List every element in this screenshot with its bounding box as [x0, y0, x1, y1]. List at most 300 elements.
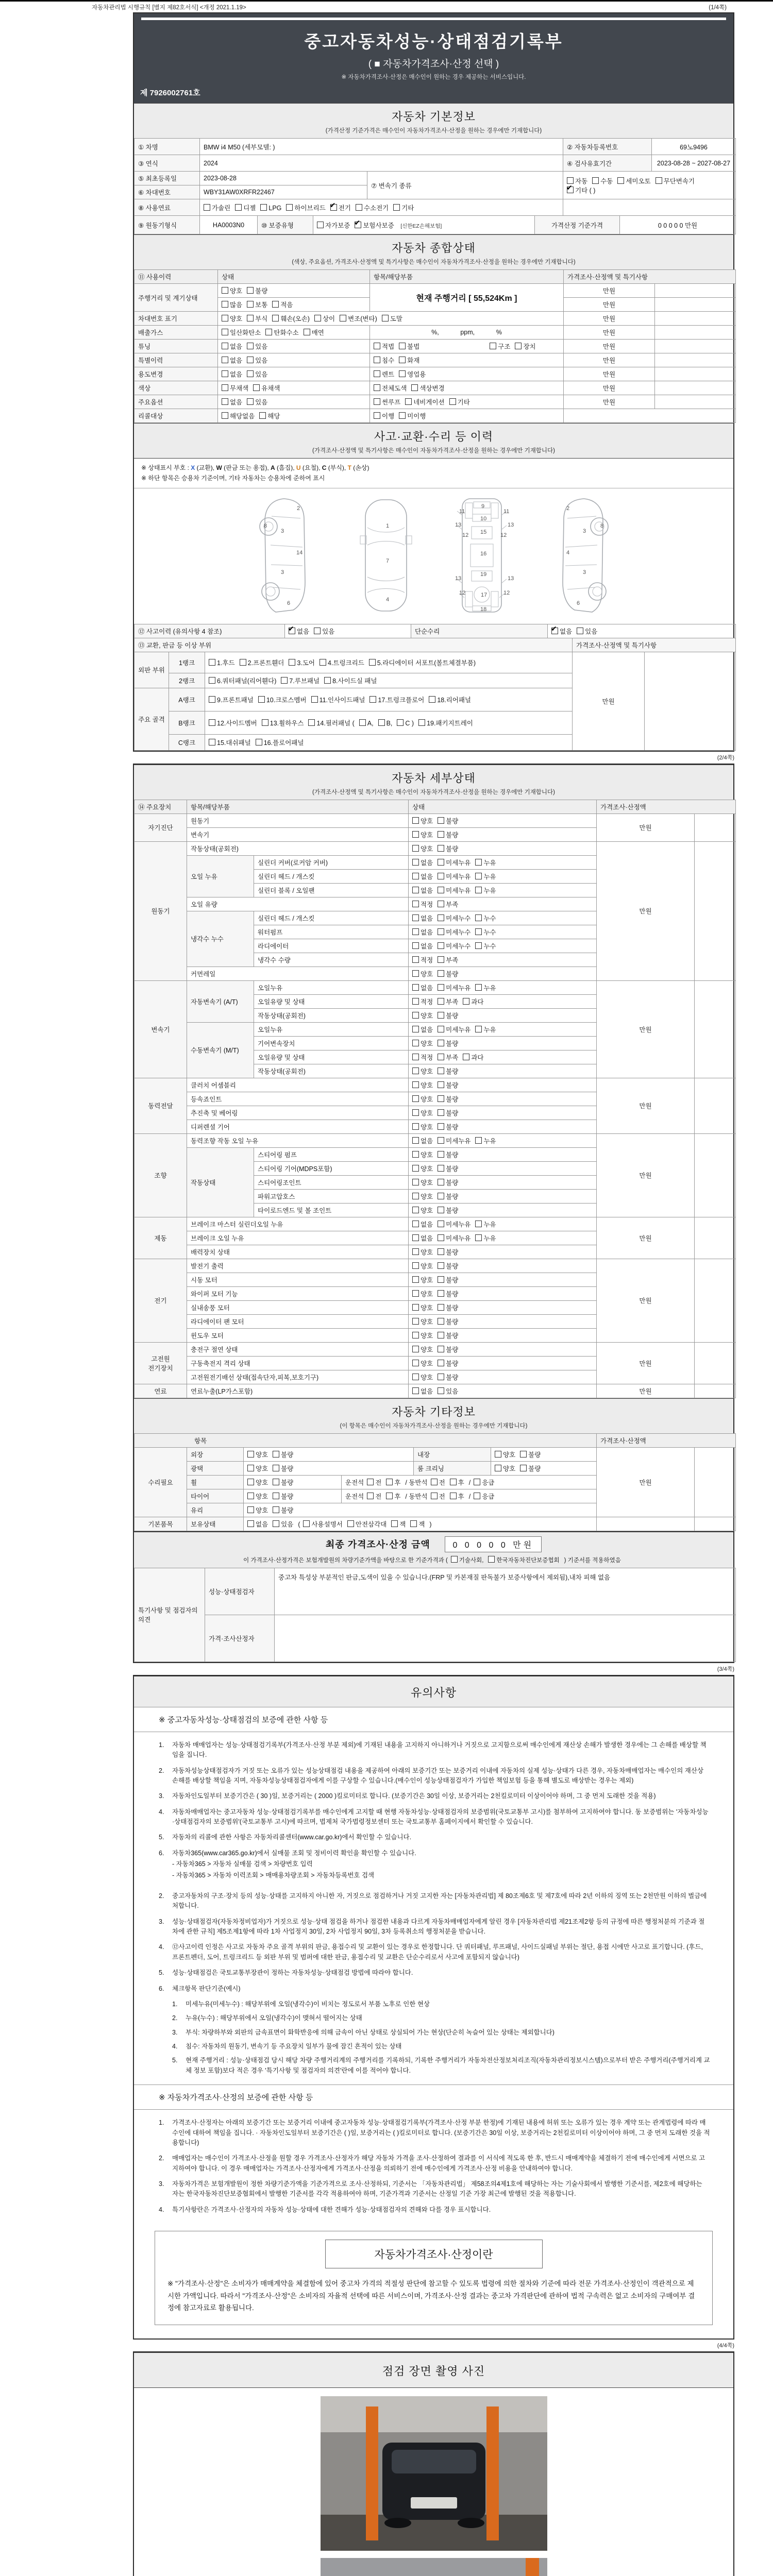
option: [438, 872, 470, 881]
keep-price-note: [695, 1517, 736, 1531]
option-label: 없음: [230, 371, 243, 378]
checkbox: [438, 1040, 444, 1046]
option-label: 장치: [523, 343, 536, 350]
usage-note: [655, 367, 736, 381]
checkbox: [475, 1234, 482, 1241]
option: [438, 1359, 458, 1368]
checkbox: [412, 1151, 419, 1158]
option-text: / 동반석: [405, 1493, 428, 1500]
option-label: 8.사이드실 패널: [332, 677, 377, 685]
checkbox: [382, 315, 389, 321]
mileage-note-1: [655, 284, 736, 298]
option-text: 운전석: [345, 1493, 364, 1500]
rankC-items: [205, 734, 573, 750]
option-label: 없음: [560, 628, 573, 635]
checkbox: [475, 1026, 482, 1032]
etc-info-table: [134, 1433, 736, 1531]
option-label: 적법: [382, 343, 395, 350]
checkbox: [314, 315, 321, 321]
option: [222, 397, 242, 406]
option: [412, 941, 433, 951]
wheel-options: [244, 1475, 342, 1489]
device-item-label: 배력장치 상태: [187, 1245, 409, 1259]
device-item-label: 실내송풍 모터: [187, 1300, 409, 1314]
checkbox: [412, 1374, 419, 1380]
panel-number: 18: [480, 606, 486, 613]
option-label: 불량: [446, 1165, 459, 1173]
checkbox: [488, 1556, 495, 1563]
notice-item-text: 자동차매매업자는 중고자동차 성능·상태점검기록부를 매수인에게 고지할 때 현행 자동차성능·상태점검자의 보증범위(국토교통부 고시)를 첨부하여 고지하여야 합니다. 동 보증범위는 '자동차성능·상태점검자의 보증범위'(국토교통부 고시)에 따르며, 법제처 국가법령정보센터 또는 국토교통부 홈페이지에서 확인할 수 있습니다.: [172, 1808, 709, 1826]
option: [247, 286, 267, 295]
option: [411, 383, 444, 393]
checkbox: [273, 1506, 279, 1513]
option-label: 탄화수소: [274, 329, 299, 336]
notice-item-number: 6.: [159, 1849, 164, 1857]
option-label: 누유: [483, 1221, 496, 1228]
option-label: 있음: [255, 343, 268, 350]
rank2-label: 2랭크: [169, 673, 205, 688]
option-label: 불량: [446, 1081, 459, 1089]
first-reg-value: 2023-08-28: [200, 172, 367, 185]
checkbox: [438, 817, 444, 824]
checkbox: [438, 901, 444, 907]
accident-history-row: [134, 624, 736, 638]
legend-run: (교환),: [195, 464, 216, 471]
device-group-label: 전기: [135, 1259, 187, 1342]
checkbox: [222, 315, 228, 321]
option-label: 미세누수: [446, 942, 471, 950]
option-label: 불량: [281, 1506, 294, 1514]
option-label: 침수: [382, 357, 395, 364]
notice-item-text: 미세누유(미세누수) : 해당부위에 오일(냉각수)이 비치는 정도로서 부품 노후로 인한 현상: [186, 2000, 430, 2008]
checkbox: [273, 1493, 279, 1499]
device-item-options: [409, 967, 597, 980]
option-label: 양호: [256, 1493, 268, 1500]
option: [412, 1066, 433, 1076]
exchange-price-note: [645, 652, 736, 750]
legend-run: (판금 또는 용접),: [222, 464, 271, 471]
option-label: 해당없음: [230, 413, 255, 420]
device-item-label: 스티어링 기어(MDPS포함): [254, 1161, 409, 1175]
panel-number: 13: [507, 521, 514, 528]
option: [303, 1519, 342, 1529]
photo-area: [134, 2388, 733, 2576]
device-item-options: [409, 1133, 597, 1147]
option: [475, 872, 496, 881]
option: [247, 1519, 268, 1529]
checkbox: [247, 357, 254, 363]
option-text: 이 가격조사·산정가격은 보험개발원의 차량기준가액을 바탕으로 한 기준가격과 (: [243, 1557, 448, 1564]
basic-items-label: 기본품목: [135, 1517, 187, 1531]
device-group-price: 만원: [597, 980, 695, 1078]
checkbox: [378, 719, 385, 726]
panel-number: 11: [459, 508, 465, 515]
option: [235, 203, 256, 212]
checkbox: [438, 1095, 444, 1102]
option-label: 불량: [446, 1012, 459, 1020]
option-label: 불량: [281, 1451, 294, 1459]
option-label: 없음: [256, 1520, 268, 1528]
option-label: 불량: [281, 1493, 294, 1500]
checkbox: [449, 398, 456, 405]
option-label: 전: [439, 1479, 445, 1486]
panel-number: 3: [582, 528, 586, 534]
warranty-options: [313, 216, 535, 234]
notice-item-number: 6.: [159, 1985, 164, 1992]
option: [438, 1164, 458, 1173]
checkbox: [247, 343, 254, 349]
option: [412, 1053, 433, 1062]
section-overall-title: 자동차 종합상태: [392, 242, 476, 255]
overall-col-state: 상태: [218, 270, 370, 284]
device-item-label: 동력조향 작동 오일 누유: [187, 1133, 409, 1147]
device-item-label: 변속기: [187, 827, 409, 841]
option: [438, 1011, 458, 1020]
checkbox: [438, 1248, 444, 1255]
legend-run: (흠집),: [275, 464, 296, 471]
device-item-label: 라디에이터: [254, 939, 409, 953]
option: [475, 886, 496, 895]
checkbox: [438, 1137, 444, 1144]
device-item-label: 냉각수 수량: [254, 953, 409, 967]
panel-number: 4: [385, 596, 389, 603]
option-label: 후: [394, 1493, 401, 1500]
option-label: 1.후드: [217, 659, 235, 667]
section-detail-title: 자동차 세부상태: [392, 771, 476, 785]
color-price: 만원: [564, 381, 655, 395]
option: [438, 900, 458, 909]
panel-number: 16: [480, 550, 486, 557]
option-label: 미세누유: [446, 873, 471, 880]
device-item-label: 타이로드엔드 및 볼 조인트: [254, 1203, 409, 1217]
notice-item-text: 자동차가격은 보험개발원이 정한 차량기준가액을 기준가격으로 조사·산정하되, 기준서는 「자동차관리법」 제58조의4제1호에 해당하는 자는 기술사회에서 발행한 기준서를, 제2호에 해당하는 자는 한국자동차진단보증협회에서 발행한 기준서를 각각 적용하여야 하며, 기준가격과 기준서는 산정일 기준 가장 최근에 발행된 것을 적용합니다.: [172, 2180, 702, 2198]
checkbox: [412, 928, 419, 935]
option-label: 많음: [230, 301, 243, 309]
option-label: 주요옵션: [135, 395, 218, 409]
checkbox: [438, 1165, 444, 1172]
detail-col-device: ⑭ 주요장치: [135, 800, 187, 814]
notice-item-number: 2.: [159, 1767, 164, 1774]
warranty-insurer: [신한EZ손해보험]: [400, 223, 442, 229]
checkbox: [412, 1262, 419, 1269]
option: [412, 1164, 433, 1173]
checkbox: [438, 1276, 444, 1283]
notice-item: [159, 1807, 710, 1827]
option: [386, 1492, 400, 1501]
option: [438, 1192, 458, 1201]
inspector-opinion: 중고차 특성상 부분적인 판금,도색이 있을 수 있습니다.(FRP 및 카본재질 판독불가 보증사항에서 제외됨),내차 피해 없음: [275, 1568, 736, 1615]
option-label: 불량: [446, 1276, 459, 1284]
color-kind-options: [370, 381, 564, 395]
mileage-label: 주행거리 및 계기상태: [135, 284, 218, 312]
overall-col-history: ⑪ 사용이력: [135, 270, 218, 284]
option: [209, 658, 235, 667]
checkbox: [222, 398, 228, 405]
option: [247, 355, 267, 365]
option: [438, 886, 470, 895]
top-rule: [0, 0, 773, 2]
option-label: 누유: [483, 1026, 496, 1033]
option: [347, 1519, 386, 1529]
option-label: 불량: [446, 1332, 459, 1340]
option-label: 전: [375, 1479, 382, 1486]
mileage-price-1: 만원: [564, 284, 655, 298]
device-group-label: 조향: [135, 1133, 187, 1217]
option: [209, 676, 276, 685]
emission-price: 만원: [564, 326, 655, 340]
option: [222, 314, 242, 323]
option-label: 없음: [421, 942, 433, 950]
checkbox: [412, 1179, 419, 1185]
notice-item-text: 누유(누수) : 해당부위에서 오일(냉각수)이 맺혀서 떨어지는 상태: [186, 2014, 362, 2022]
option: [412, 844, 433, 853]
device-item-label: 파워고압호스: [254, 1189, 409, 1203]
checkbox: [412, 1067, 419, 1074]
option-label: 4.트렁크리드: [327, 659, 364, 667]
notice-item-text: 성능·상태점검자(자동차정비업자)가 거짓으로 성능·상태 점검을 하거나 점검한 내용과 다르게 자동차매매업자에게 알린 경우 [자동차관리법 제21조제2항 등의 규정에 따른 행정처분의 기준과 절차에 관한 규칙] 제5조제1항에 따라 1차 사업정지 30일, 2차 사업정지 90일, 3차 등록취소의 행정처분을 받습니다.: [172, 1918, 705, 1936]
device-group-price-note: [695, 980, 736, 1078]
car-name-label: ① 차명: [135, 139, 200, 155]
device-item-options: [409, 1314, 597, 1328]
notice-item: [159, 1984, 710, 1994]
notice-item: [159, 1766, 710, 1786]
vin-mark-price: 만원: [564, 312, 655, 326]
option-label: 불량: [446, 1207, 459, 1214]
overall-col-item: 항목/해당부품: [370, 270, 564, 284]
glass-options: [244, 1503, 597, 1517]
option-options: [218, 395, 370, 409]
document-title: 중고자동차성능·상태점검기록부: [304, 32, 563, 51]
option: [314, 626, 334, 636]
transmission-options: [563, 172, 736, 199]
option-label: 후: [458, 1493, 464, 1500]
option-label: 불법: [407, 343, 420, 350]
overall-state-table: [134, 269, 736, 423]
option: [247, 397, 267, 406]
exchange-price-label: 가격조사·산정액 및 특기사항: [573, 638, 736, 652]
option: [438, 1317, 458, 1326]
checkbox: [418, 719, 425, 726]
option: [222, 369, 242, 379]
option: [617, 176, 650, 185]
remarks-table: [134, 1568, 736, 1662]
device-item-label: 클러치 어셈블리: [187, 1078, 409, 1092]
device-item-options: [409, 855, 597, 869]
panel-number: 2: [566, 505, 569, 512]
checkbox: [340, 315, 346, 321]
section-accident-header: [134, 423, 733, 459]
option-label: 양호: [421, 1360, 433, 1367]
option: [520, 1450, 541, 1459]
checkbox: [412, 1248, 419, 1255]
option-label: 자동: [575, 177, 588, 185]
option: [451, 1555, 484, 1564]
checkbox: [273, 1465, 279, 1471]
engine-type-label: ⑨ 원동기형식: [135, 216, 200, 234]
option-label: 일산화탄소: [230, 329, 261, 336]
polish-options: [244, 1461, 414, 1475]
option: [240, 658, 284, 667]
keep-state-options: [244, 1517, 597, 1531]
panel-number: 12: [500, 532, 507, 538]
device-item-label: 구동축전지 격리 상태: [187, 1356, 409, 1370]
panel-number: 6: [287, 600, 290, 606]
option: [449, 397, 470, 406]
option: [222, 342, 242, 351]
checkbox: [475, 914, 482, 921]
option: [330, 203, 351, 212]
device-item-label: 원동기: [187, 814, 409, 827]
device-group-price: 만원: [597, 1217, 695, 1259]
vin-mark-label: 차대번호 표기: [135, 312, 218, 326]
option: [247, 1450, 268, 1459]
checkbox: [374, 398, 380, 405]
roomcleaning-options: [491, 1461, 597, 1475]
option: [438, 1150, 458, 1159]
checkbox: [412, 1040, 419, 1046]
option: [438, 941, 470, 951]
notice-item: [159, 2118, 710, 2148]
basic-info-table-row3: [134, 215, 736, 234]
option: [374, 397, 400, 406]
device-group-price: 만원: [597, 1342, 695, 1384]
option-label: 양호: [421, 845, 433, 853]
option-label: 부식: [255, 315, 268, 323]
option: [412, 900, 433, 909]
checked-checkbox: [567, 187, 574, 193]
option: [438, 1094, 458, 1104]
base-price-label: 가격산정 기준가격: [535, 216, 620, 234]
option-label: 있음: [446, 1387, 459, 1395]
option: [399, 342, 419, 351]
option-text: (: [298, 1520, 300, 1528]
rankB-items: [205, 711, 573, 734]
option-label: 양호: [503, 1465, 516, 1472]
option-label: 양호: [421, 817, 433, 825]
option-label: 없음: [421, 1387, 433, 1395]
option: [340, 314, 377, 323]
inspector-label: 성능·상태점검자: [205, 1568, 275, 1615]
keep-state-label: 보유상태: [187, 1517, 244, 1531]
fuel-label: ⑧ 사용연료: [135, 199, 200, 216]
option: [272, 300, 293, 309]
checkbox: [438, 887, 444, 893]
option: [412, 1192, 433, 1201]
option-label: 양호: [503, 1451, 516, 1459]
notice-item: [172, 2042, 710, 2052]
notice-item-number: 3.: [159, 1792, 164, 1800]
notice-item-text: 자동차365(www.car365.go.kr)에서 실매물 조회 및 정비이력 확인을 확인할 수 있습니다. - 자동차365 > 자동차 실매물 검색 > 차량번호 입력 - 자동차365 > 자동차 이력조회 > 매매용차량조회 > 자동차등록번호 검색: [172, 1849, 416, 1880]
checkbox: [412, 914, 419, 921]
device-item-options: [409, 1050, 597, 1064]
option-label: 양호: [421, 1276, 433, 1284]
option: [311, 695, 365, 704]
option: [209, 695, 254, 704]
photos-header: [134, 2352, 733, 2388]
panel-number: 8: [600, 522, 603, 529]
device-item-label: 고전원전기배선 상태(접속단자,피복,보호기구): [187, 1370, 409, 1384]
option-label: 양호: [421, 1290, 433, 1298]
option-label: 적정: [421, 998, 433, 1006]
checkbox: [412, 1276, 419, 1283]
device-item-label: 작동상태(공회전): [187, 841, 409, 855]
notice-item-text: 자동차 매매업자는 성능·상태점검기록부(가격조사·산정 부분 제외)에 기재된 내용을 고지하지 아니하거나 거짓으로 고지함으로써 매수인에게 재산상 손해가 발생한 경우에는 그 손해를 배상할 책임을 집니다.: [172, 1741, 707, 1759]
notice-item: [159, 1942, 710, 1962]
photos-title: 점검 장면 촬영 사진: [382, 2365, 485, 2378]
checkbox: [286, 204, 293, 211]
notice-item: [172, 2013, 710, 2023]
rank1-label: 1랭크: [169, 652, 205, 673]
checked-checkbox: [355, 222, 361, 228]
option-label: 18.리어패널: [437, 696, 471, 704]
option-label: 양호: [256, 1479, 268, 1486]
option-label: 전: [375, 1493, 382, 1500]
option-label: 구조: [498, 343, 511, 350]
checkbox: [475, 1221, 482, 1227]
emission-label: 배출가스: [135, 326, 218, 340]
panel-number: 15: [480, 529, 486, 535]
checkbox: [438, 1179, 444, 1185]
section-basic-title: 자동차 기본정보: [392, 110, 476, 123]
page-marker-4: (4/4쪽): [717, 2343, 734, 2349]
checkbox: [222, 357, 228, 363]
option-label: 14.필러패널 (: [316, 719, 355, 727]
option: [222, 383, 248, 393]
notice-item: [159, 1891, 710, 1911]
checkbox: [240, 659, 246, 666]
detail-state-table: [134, 800, 736, 1398]
checkbox: [247, 1493, 254, 1499]
option-label: 미세누수: [446, 914, 471, 922]
device-item-label: 라디에이터 팬 모터: [187, 1314, 409, 1328]
checkbox: [438, 998, 444, 1005]
outer-panel-label: 외판 부위: [135, 652, 169, 688]
device-item-options: [409, 1161, 597, 1175]
panel-number: 14: [296, 549, 303, 556]
option-label: 전기: [338, 204, 351, 212]
option: [438, 1233, 470, 1243]
notice-item-text: 체크항목 판단기준(예시): [172, 1985, 241, 1992]
option: [438, 830, 458, 839]
option-label: 미세누유: [446, 859, 471, 867]
checkbox: [304, 329, 310, 335]
notice-title: 유의사항: [410, 1686, 457, 1699]
usage-label: 용도변경: [135, 367, 218, 381]
checkbox: [412, 942, 419, 949]
option: [412, 816, 433, 825]
panel-number: 3: [280, 528, 284, 534]
option: [412, 1345, 433, 1354]
checkbox: [303, 1520, 310, 1527]
option: [412, 858, 433, 867]
form-reference: 자동차관리법 시행규칙 [별지 제82호서식] <개정 2021.1.19>: [92, 5, 246, 11]
checkbox: [438, 1318, 444, 1325]
appraiser-opinion: [275, 1615, 736, 1662]
option-label: 불량: [446, 1179, 459, 1187]
option-label: 양호: [421, 1318, 433, 1326]
option-label: 썬루프: [382, 399, 401, 406]
checkbox: [412, 1332, 419, 1338]
option-label: 11.인사이드패널: [319, 696, 365, 704]
checkbox: [450, 1479, 457, 1485]
option-label: 있음: [585, 628, 598, 635]
option: [410, 1519, 425, 1529]
usage-kind-options: [370, 367, 564, 381]
device-group-price: 만원: [597, 1133, 695, 1217]
option-label: 불량: [281, 1465, 294, 1472]
notice-item: [159, 1833, 710, 1842]
option: [438, 1303, 458, 1312]
